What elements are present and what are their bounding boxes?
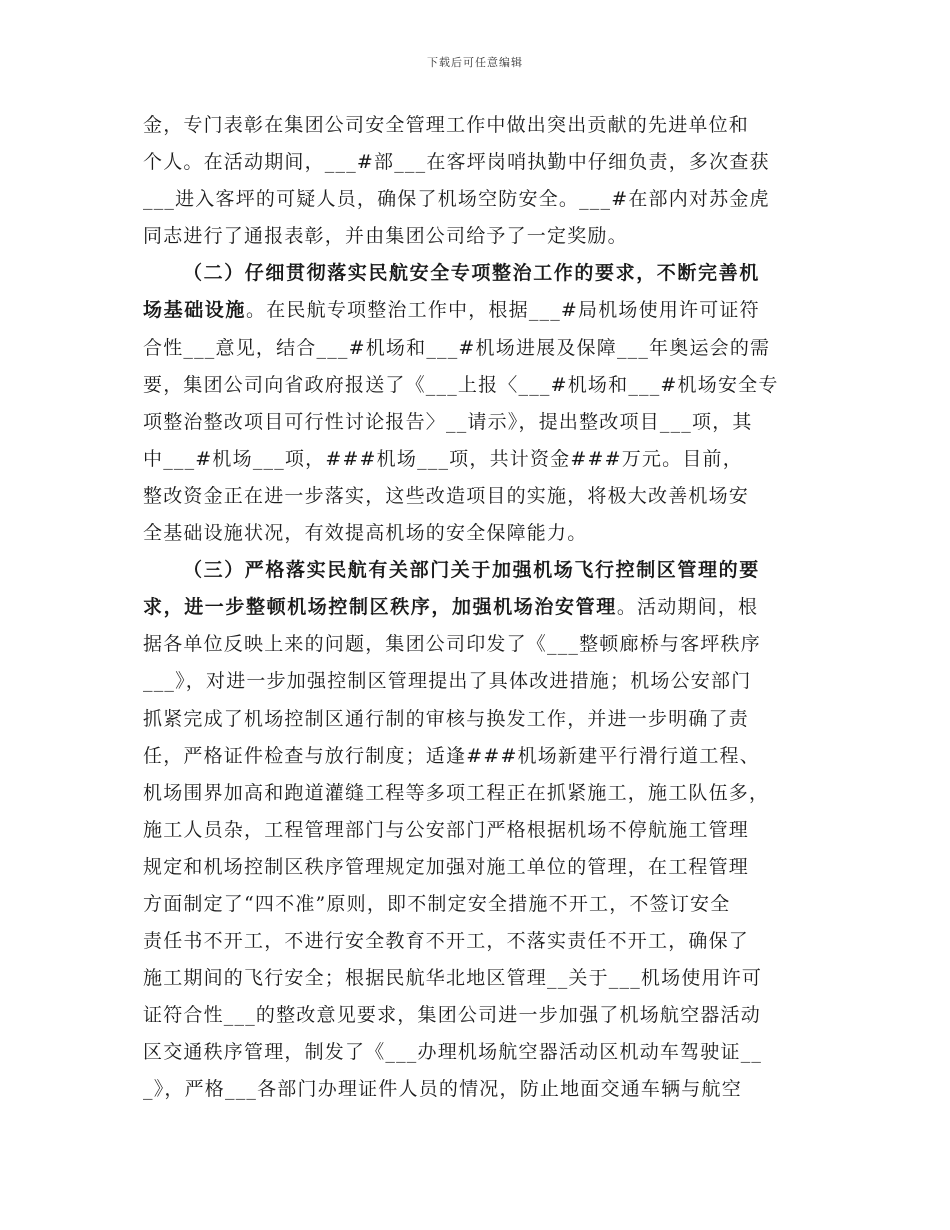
line-text: 个人。在活动期间，___#部___在客坪岗哨执勤中仔细负责，多次查获 [143, 151, 770, 174]
body-line [143, 107, 807, 144]
line-text: 项整治整改项目可行性讨论报告〉__请示》，提出整改项目___项，其 [143, 410, 753, 433]
line-text: 合性___意见，结合___#机场和___#机场进展及保障___年奥运会的需 [143, 336, 771, 359]
section-heading: （三）严格落实民航有关部门关于加强机场飞行控制区管理的要 [183, 559, 760, 582]
body-line [143, 589, 807, 626]
line-text: 机场围界加高和跑道灌缝工程等多项工程正在抓紧施工，施工队伍多， [143, 781, 770, 804]
body-line [143, 701, 807, 738]
body-line [143, 923, 807, 960]
body-line [143, 330, 807, 367]
body-line [143, 960, 807, 997]
body-line [143, 886, 807, 923]
line-text: 金，专门表彰在集团公司安全管理工作中做出突出贡献的先进单位和 [143, 114, 750, 136]
line-text: 要，集团公司向省政府报送了《___上报〈___#机场和___#机场安全专 [143, 373, 779, 396]
line-text: _》，严格___各部门办理证件人员的情况，防止地面交通车辆与航空 [143, 1078, 742, 1101]
body-line [143, 367, 807, 404]
section-heading: 场基础设施 [143, 299, 247, 322]
body-line [143, 775, 807, 812]
line-text: 。在民航专项整治工作中，根据___#局机场使用许可证符 [246, 299, 760, 322]
section-heading: （二）仔细贯彻落实民航安全专项整治工作的要求，不断完善机 [183, 262, 760, 285]
body-line [143, 218, 807, 255]
line-text: ___》，对进一步加强控制区管理提出了具体改进措施；机场公安部门 [143, 670, 752, 693]
document-body [143, 107, 807, 1109]
section-heading-line [143, 255, 807, 292]
page-header: 下载后可任意编辑 [427, 56, 523, 69]
body-line [143, 626, 807, 663]
line-text: 整改资金正在进一步落实，这些改造项目的实施，将极大改善机场安 [143, 484, 750, 507]
body-line [143, 812, 807, 849]
body-line [143, 404, 807, 441]
line-text: 责任书不开工，不进行安全教育不开工，不落实责任不开工，确保了 [143, 930, 750, 953]
body-line [143, 1034, 807, 1071]
line-text: 任，严格证件检查与放行制度；适逢###机场新建平行滑行道工程、 [143, 744, 760, 767]
line-text: ___进入客坪的可疑人员，确保了机场空防安全。___#在部内对苏金虎 [143, 188, 770, 211]
section-heading: 求，进一步整顿机场控制区秩序，加强机场治安管理 [143, 596, 617, 619]
section-heading-line [143, 552, 807, 589]
body-line [143, 144, 807, 181]
line-text: 施工期间的飞行安全；根据民航华北地区管理__关于___机场使用许可 [143, 967, 763, 990]
line-text: 同志进行了通报表彰，并由集团公司给予了一定奖励。 [143, 225, 628, 248]
line-text: 。活动期间，根 [616, 596, 759, 619]
line-text: 施工人员杂，工程管理部门与公安部门严格根据机场不停航施工管理 [143, 818, 750, 841]
body-line [143, 292, 807, 329]
line-text: 证符合性___的整改意见要求，集团公司进一步加强了机场航空器活动 [143, 1004, 761, 1027]
body-line [143, 478, 807, 515]
line-text: 区交通秩序管理，制发了《___办理机场航空器活动区机动车驾驶证__ [143, 1041, 763, 1064]
line-text: 规定和机场控制区秩序管理规定加强对施工单位的管理，在工程管理 [143, 855, 750, 878]
body-line [143, 181, 807, 218]
body-line [143, 997, 807, 1034]
line-text: 全基础设施状况，有效提高机场的安全保障能力。 [143, 522, 588, 545]
line-text: 中___#机场___项，###机场___项，共计资金###万元。目前， [143, 447, 743, 470]
body-line [143, 441, 807, 478]
line-text: 抓紧完成了机场控制区通行制的审核与换发工作，并进一步明确了责 [143, 707, 750, 730]
body-line [143, 515, 807, 552]
body-line [143, 849, 807, 886]
body-line [143, 663, 807, 700]
body-line [143, 738, 807, 775]
line-text: 方面制定了“四不准”原则，即不制定安全措施不开工，不签订安全 [143, 892, 731, 915]
line-text: 据各单位反映上来的问题，集团公司印发了《___整顿廊桥与客坪秩序 [143, 633, 761, 656]
body-line [143, 1071, 807, 1108]
